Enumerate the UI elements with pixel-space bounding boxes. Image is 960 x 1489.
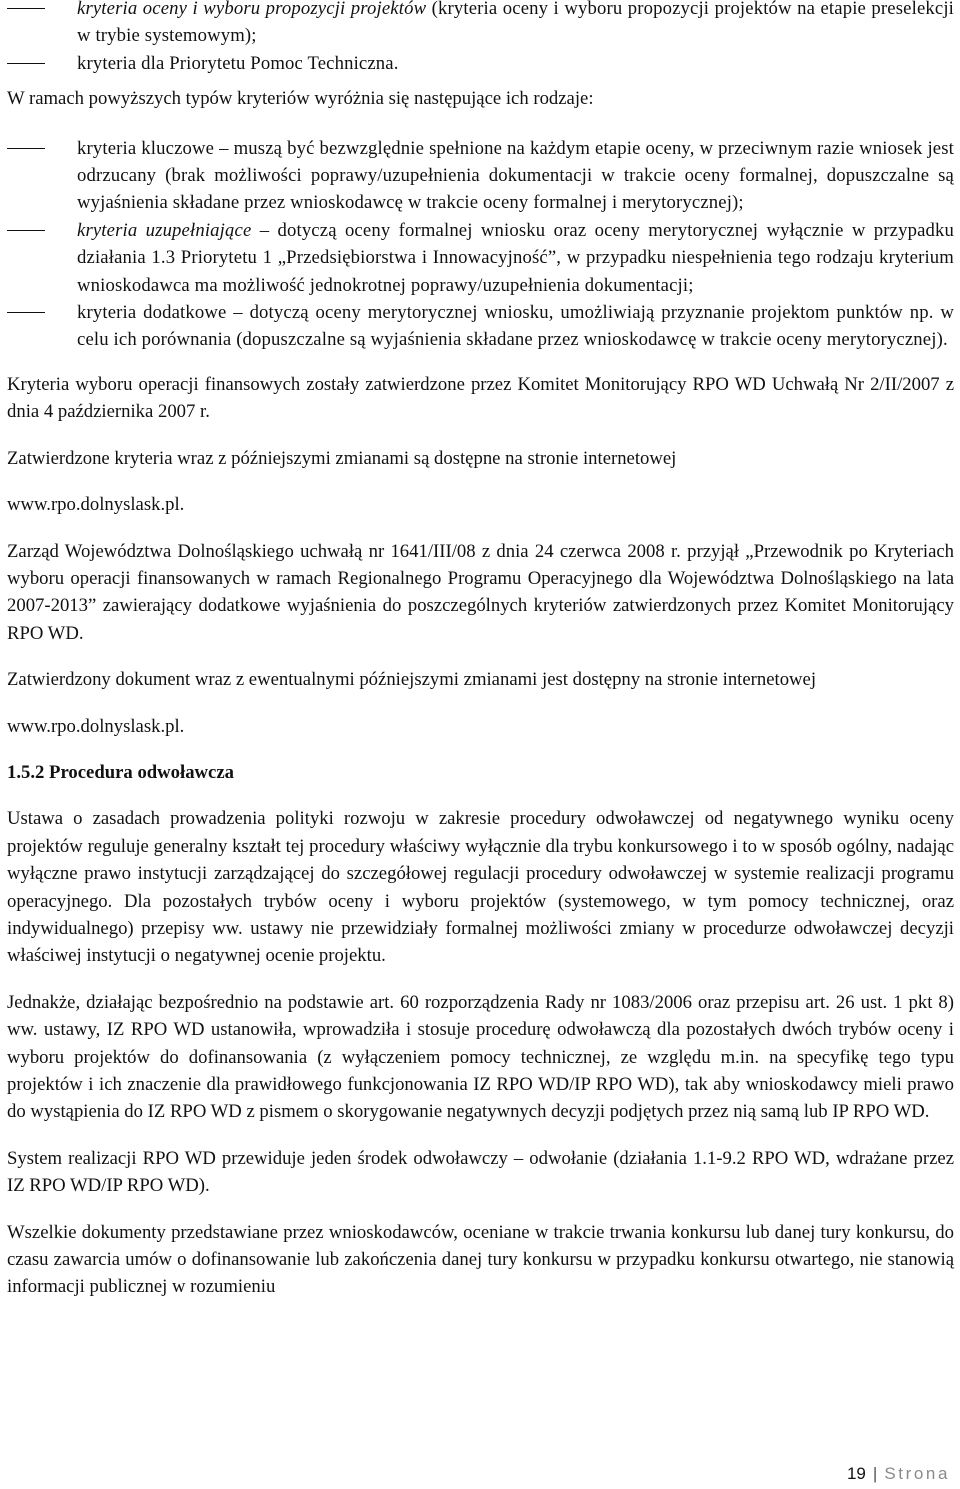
dash-bullet-icon [7, 312, 45, 313]
intro-paragraph: W ramach powyższych typów kryteriów wyróżnia się następujące ich rodzaje: [7, 88, 594, 110]
documents-paragraph: Wszelkie dokumenty przedstawiane przez wnioskodawców, oceniane w trakcie trwania konkursu lub danej tury konkursu, do czasu zawarcia umów o dofinansowanie lub zakończenia danej tury konkursu w przypadku konkursu otwartego, nie stanowią informacji publicznej w rozumieniu [7, 1221, 954, 1298]
dash-bullet-icon [7, 230, 45, 231]
list-item-text: – dotyczą oceny formalnej wniosku oraz oceny merytorycznej wyłącznie w przypadku działania 1.3 Priorytetu 1 „Przedsiębiorstwa i Innowacyjność”, w przypadku niespełnienia tego rodzaju kryterium wnioskodawca ma możliwość jednokrotnej poprawy/uzupełnienia dokumentacji; [77, 219, 955, 296]
section-heading: 1.5.2 Procedura odwoławcza [7, 761, 234, 783]
however-paragraph: Jednakże, działając bezpośrednio na podstawie art. 60 rozporządzenia Rady nr 1083/2006 oraz przepisu art. 26 ust. 1 pkt 8) ww. ustawy, IZ RPO WD ustanowiła, wprowadziła i stosuje procedurę odwoławczą dla pozostałych dwóch trybów oceny i wyboru projektów do dofinansowania (z wyłączeniem pomocy technicznej, ze względu m.in. na specyfikę tego typu projektów i ich znaczenie dla prawidłowego funkcjonowania IZ RPO WD/IP RPO WD), tak aby wnioskodawcy mieli prawo do wystąpienia do IZ RPO WD z pismem o skorygowanie negatywnych decyzji podjętych przez nią samą lub IP RPO WD. [7, 991, 954, 1123]
dash-bullet-icon [7, 63, 45, 64]
list-item [7, 0, 954, 50]
criteria-types-list [7, 135, 954, 354]
list-item [7, 50, 954, 77]
committee-paragraph: Kryteria wyboru operacji finansowych zostały zatwierdzone przez Komitet Monitorujący RPO WD Uchwałą Nr 2/II/2007 z dnia 4 października 2007 r. [7, 373, 954, 423]
document-page [7, 0, 954, 1301]
approved-criteria-paragraph: Zatwierdzone kryteria wraz z późniejszymi zmianami są dostępne na stronie internetowej [7, 447, 677, 469]
page-label: Strona [884, 1464, 950, 1483]
list-item [7, 299, 954, 354]
footer-separator: | [872, 1464, 878, 1483]
list-item-text: kryteria dla Priorytetu Pomoc Techniczna. [77, 52, 399, 74]
board-paragraph: Zarząd Województwa Dolnośląskiego uchwałą nr 1641/III/08 z dnia 24 czerwca 2008 r. przyjął „Przewodnik po Kryteriach wyboru operacji finansowanych w ramach Regionalnego Programu Operacyjnego dla Województwa Dolnośląskiego na lata 2007-2013” zawierający dodatkowe wyjaśnienia do poszczególnych kryteriów zatwierdzonych przez Komitet Monitorujący RPO WD. [7, 540, 954, 644]
list-item [7, 135, 954, 217]
system-paragraph: System realizacji RPO WD przewiduje jeden środek odwoławczy – odwołanie (działania 1.1-9.2 RPO WD, wdrażane przez IZ RPO WD/IP RPO WD). [7, 1147, 954, 1197]
criteria-list-top [7, 0, 954, 77]
list-item-italic: kryteria uzupełniające [77, 219, 252, 241]
list-item-text: kryteria kluczowe – muszą być bezwzględnie spełnione na każdym etapie oceny, w przeciwnym razie wniosek jest odrzucany (brak możliwości poprawy/uzupełnienia dokumentacji w trakcie oceny formalnej, dopuszczalne są wyjaśnienia składane przez wnioskodawcę w trakcie oceny formalnej i merytorycznej); [77, 137, 954, 214]
page-footer [847, 1463, 950, 1485]
act-paragraph: Ustawa o zasadach prowadzenia polityki rozwoju w zakresie procedury odwoławczej od negatywnego wyniku oceny projektów reguluje generalny kształt tej procedury właściwy wyłącznie dla trybu konkursowego i to w sposób ogólny, nadając wyłączne prawo instytucji zarządzającej do szczegółowej regulacji procedury odwoławczej w systemie realizacji programu operacyjnego. Dla pozostałych trybów oceny i wyboru projektów (systemowego, w tym pomocy technicznej, oraz indywidualnego) przepisy ww. ustawy nie przewidziały formalnej możliwości zmiany w procedurze odwoławczej decyzji właściwej instytucji o negatywnej ocenie projektu. [7, 808, 954, 967]
website-link[interactable]: www.rpo.dolnyslask.pl. [7, 494, 185, 516]
list-item [7, 217, 954, 299]
website-link[interactable]: www.rpo.dolnyslask.pl. [7, 715, 185, 737]
list-item-text: (kryteria oceny i wyboru propozycji projektów na etapie preselekcji w trybie systemowym); [77, 0, 955, 47]
dash-bullet-icon [7, 148, 45, 149]
dash-bullet-icon [7, 8, 45, 9]
list-item-italic: kryteria oceny i wyboru propozycji projektów [77, 0, 427, 19]
document-paragraph: Zatwierdzony dokument wraz z ewentualnymi późniejszymi zmianami jest dostępny na stronie internetowej [7, 669, 817, 691]
page-number: 19 [846, 1464, 866, 1483]
list-item-text: kryteria dodatkowe – dotyczą oceny merytorycznej wniosku, umożliwiają przyznanie projektom punktów np. w celu ich porównania (dopuszczalne są wyjaśnienia składane przez wnioskodawcę w trakcie oceny merytorycznej). [77, 302, 954, 351]
